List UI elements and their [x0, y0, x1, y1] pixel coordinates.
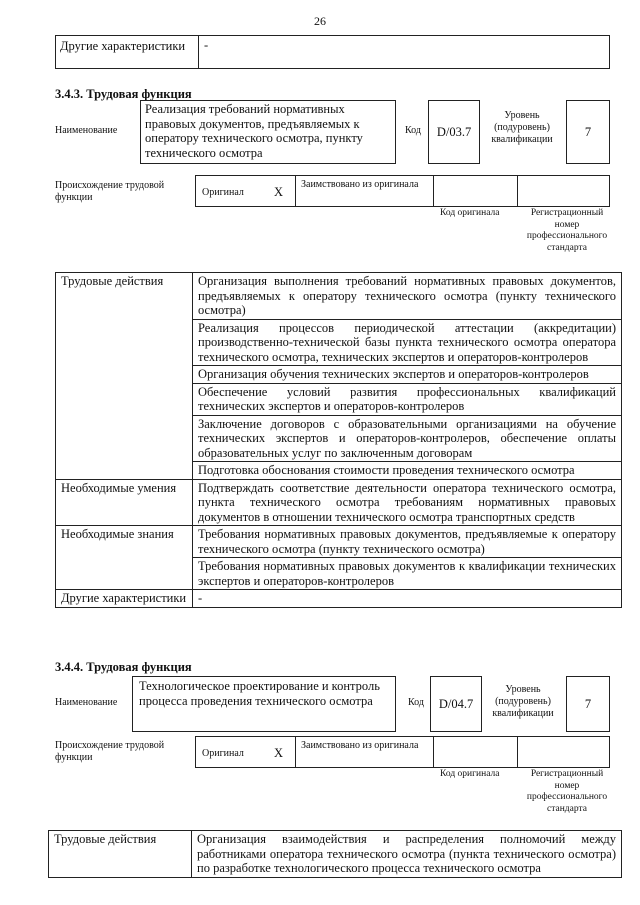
- name-label-344: Наименование: [55, 697, 118, 708]
- reg-number-caption-343: Регистрационный номер профессионального стандарта: [526, 208, 608, 253]
- original-mark-343: X: [274, 185, 284, 199]
- action-item: Заключение договоров с образовательными организациями на обучение технических экспертов и операторов-контролеров, обеспечение оплаты образовательных услуг по заключенным договорам: [193, 415, 622, 462]
- top-other-value: -: [204, 38, 209, 52]
- page-number: 26: [314, 14, 326, 28]
- function-name-344: Технологическое проектирование и контроль процесса проведения технического осмотра: [139, 679, 380, 708]
- requirements-table-344: [48, 830, 622, 878]
- requirements-table-343: [55, 272, 622, 608]
- code-value-343: D/03.7: [436, 125, 472, 139]
- name-label-343: Наименование: [55, 125, 118, 136]
- borrowed-label-344: Заимствовано из оригинала: [301, 740, 419, 751]
- row-label-knowledge: Необходимые знания: [56, 526, 193, 590]
- action-item: Подготовка обоснования стоимости проведения технического осмотра: [193, 462, 622, 480]
- section-heading-343: 3.4.3. Трудовая функция: [55, 87, 192, 101]
- code-label-343: Код: [405, 125, 421, 136]
- original-label-344: Оригинал: [202, 748, 244, 759]
- original-mark-344: X: [274, 746, 284, 760]
- function-name-343: Реализация требований нормативных правовых документов, предъявляемых к оператору технического осмотра, пункту технического осмотра: [145, 102, 363, 160]
- origin-box-343: [195, 175, 610, 207]
- code-box-344: [430, 676, 482, 732]
- level-value-343: 7: [584, 125, 592, 139]
- level-value-344: 7: [584, 697, 592, 711]
- action-item: Организация взаимодействия и распределения полномочий между работниками оператора технического осмотра (пункта технического осмотра) по разработке технологического процесса технического осмотра: [192, 831, 622, 878]
- top-other-label: Другие характеристики: [60, 39, 186, 53]
- top-other-row: [55, 35, 610, 69]
- function-name-box-344: [132, 676, 396, 732]
- code-box-343: [428, 100, 480, 164]
- origin-label-344: Происхождение трудовой функции: [55, 740, 165, 763]
- code-original-caption-344: Код оригинала: [440, 769, 500, 779]
- level-box-343: [566, 100, 610, 164]
- level-label-343: Уровень (подуровень) квалификации: [491, 110, 553, 145]
- other-item: -: [193, 590, 622, 608]
- code-value-344: D/04.7: [438, 697, 474, 711]
- origin-box-344: [195, 736, 610, 768]
- row-label-skills: Необходимые умения: [56, 479, 193, 526]
- row-label-actions: Трудовые действия: [49, 831, 192, 878]
- row-label-actions: Трудовые действия: [56, 273, 193, 480]
- section-heading-344: 3.4.4. Трудовая функция: [55, 660, 192, 674]
- knowledge-item: Требования нормативных правовых документов, предъявляемые к оператору технического осмотра (пункту технического осмотра): [193, 526, 622, 558]
- action-item: Организация выполнения требований нормативных правовых документов, предъявляемых к оператору технического осмотра (пункту технического осмотра): [193, 273, 622, 320]
- code-label-344: Код: [408, 697, 424, 708]
- reg-number-caption-344: Регистрационный номер профессионального стандарта: [526, 769, 608, 814]
- action-item: Организация обучения технических экспертов и операторов-контролеров: [193, 366, 622, 384]
- action-item: Реализация процессов периодической аттестации (аккредитации) производственно-технической базы пункта технического осмотра оператора технического осмотра, технических экспертов и операторов-контролеров: [193, 319, 622, 366]
- level-box-344: [566, 676, 610, 732]
- row-label-other: Другие характеристики: [56, 590, 193, 608]
- level-label-344: Уровень (подуровень) квалификации: [492, 684, 554, 719]
- origin-label-343: Происхождение трудовой функции: [55, 180, 165, 203]
- skill-item: Подтверждать соответствие деятельности оператора технического осмотра, пункта технического осмотра требованиям нормативных правовых документов в отношении технического осмотра транспортных средств: [193, 479, 622, 526]
- code-original-caption-343: Код оригинала: [440, 208, 500, 218]
- action-item: Обеспечение условий развития профессиональных квалификаций технических экспертов и операторов-контролеров: [193, 383, 622, 415]
- borrowed-label-343: Заимствовано из оригинала: [301, 179, 419, 190]
- function-name-box-343: [140, 100, 396, 164]
- knowledge-item: Требования нормативных правовых документов к квалификации технических экспертов и операторов-контролеров: [193, 558, 622, 590]
- original-label-343: Оригинал: [202, 187, 244, 198]
